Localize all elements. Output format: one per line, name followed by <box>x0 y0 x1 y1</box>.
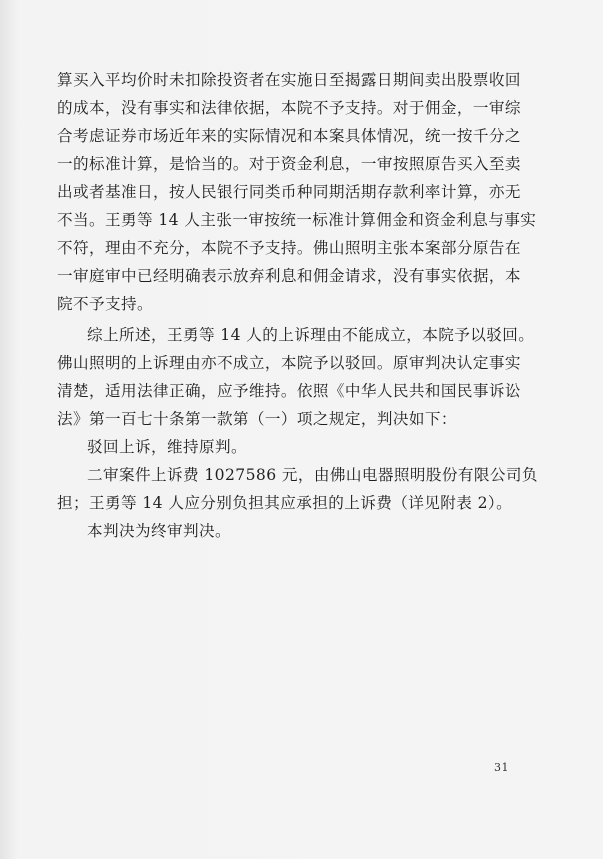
text-line: 一的标准计算，是恰当的。对于资金利息，一审按照原告买入至卖 <box>57 155 521 173</box>
text-line: 一审庭审中已经明确表示放弃利息和佣金请求，没有事实依据，本 <box>57 267 521 285</box>
page-number: 31 <box>494 761 509 774</box>
text-line: 出或者基准日，按人民银行同类币种同期活期存款利率计算，亦无 <box>57 183 521 201</box>
text-line: 二审案件上诉费 1027586 元，由佛山电器照明股份有限公司负 <box>87 466 538 484</box>
text-line: 驳回上诉，维持原判。 <box>87 438 247 456</box>
text-line: 合考虑证券市场近年来的实际情况和本案具体情况，统一按千分之 <box>57 127 521 145</box>
text-line: 清楚，适用法律正确，应予维持。依照《中华人民共和国民事诉讼 <box>57 382 521 400</box>
paragraph-judgment <box>57 433 535 461</box>
paragraph-reasoning <box>57 66 535 318</box>
text-line: 综上所述，王勇等 14 人的上诉理由不能成立，本院予以驳回。 <box>87 326 535 344</box>
text-line: 算买入平均价时未扣除投资者在实施日至揭露日期间卖出股票收回 <box>57 71 521 89</box>
document-body <box>57 66 538 545</box>
text-line: 院不予支持。 <box>57 295 153 313</box>
text-line: 的成本，没有事实和法律依据，本院不予支持。对于佣金，一审综 <box>57 99 521 117</box>
paragraph-conclusion <box>57 321 535 433</box>
text-line: 本判决为终审判决。 <box>87 522 231 540</box>
paragraph-final <box>57 517 535 545</box>
text-line: 佛山照明的上诉理由亦不成立，本院予以驳回。原审判决认定事实 <box>57 354 521 372</box>
text-line: 担；王勇等 14 人应分别负担其应承担的上诉费（详见附表 2）。 <box>57 494 513 512</box>
text-line: 法》第一百七十条第一款第（一）项之规定，判决如下： <box>57 410 457 428</box>
text-line: 不当。王勇等 14 人主张一审按统一标准计算佣金和资金利息与事实 <box>57 211 537 229</box>
paragraph-fees <box>57 461 538 517</box>
text-line: 不符，理由不充分，本院不予支持。佛山照明主张本案部分原告在 <box>57 239 521 257</box>
